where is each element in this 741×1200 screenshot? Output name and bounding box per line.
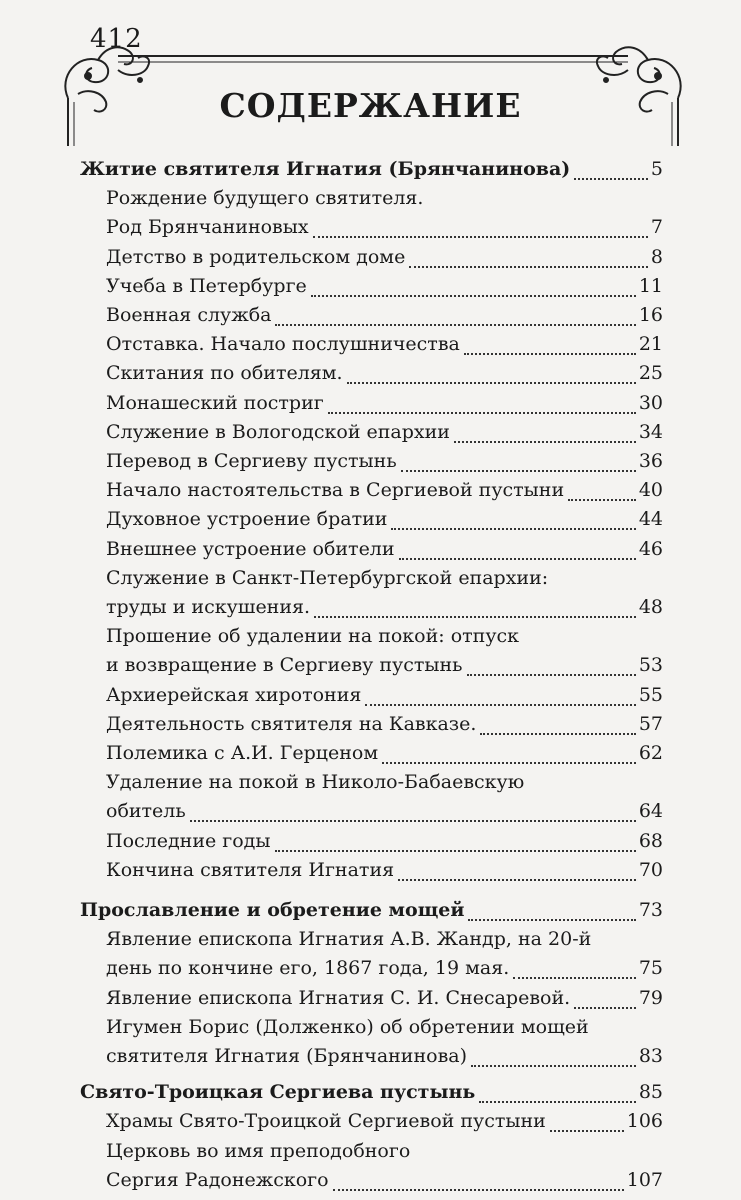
dot-leader bbox=[313, 216, 648, 238]
dot-leader bbox=[479, 1081, 636, 1103]
toc-entry-title: Полемика с А.И. Герценом bbox=[106, 742, 379, 764]
toc-entry-title: Перевод в Сергиеву пустынь bbox=[106, 450, 397, 472]
toc-page-number: 46 bbox=[638, 537, 663, 560]
toc-entry bbox=[0, 331, 741, 360]
toc-page-number: 64 bbox=[638, 800, 663, 823]
toc-entry bbox=[0, 1043, 741, 1072]
toc-entry bbox=[0, 1014, 741, 1043]
toc-entry-title: Военная служба bbox=[106, 304, 272, 326]
dot-leader bbox=[467, 654, 636, 676]
toc-entry bbox=[0, 1167, 741, 1196]
toc-entry-title: Церковь во имя преподобного bbox=[106, 1139, 411, 1162]
toc-section-heading bbox=[0, 156, 741, 185]
toc-entry bbox=[0, 623, 741, 652]
toc-page-number: 48 bbox=[638, 596, 663, 618]
dot-leader bbox=[398, 859, 636, 881]
page-number: 412 bbox=[90, 24, 143, 54]
toc-entry-title: день по кончине его, 1867 года, 19 мая. bbox=[106, 957, 510, 980]
toc-entry-title: Игумен Борис (Долженко) об обретении мощей bbox=[106, 1015, 589, 1038]
dot-leader bbox=[574, 987, 636, 1009]
dot-leader bbox=[314, 596, 636, 618]
toc-entry-title: Деятельность святителя на Кавказе. bbox=[106, 712, 477, 735]
toc-entry bbox=[0, 769, 741, 798]
toc-page-number: 55 bbox=[638, 683, 663, 706]
toc-entry bbox=[0, 506, 741, 535]
toc-entry-title: Последние годы bbox=[106, 829, 271, 852]
toc-entry bbox=[0, 1138, 741, 1167]
dot-leader bbox=[275, 304, 635, 326]
toc-page-number: 36 bbox=[638, 450, 663, 472]
toc-entry-title: Служение в Вологодской епархии bbox=[106, 420, 450, 443]
dot-leader bbox=[568, 479, 636, 501]
toc-entry-title: Скитания по обителям. bbox=[106, 362, 343, 385]
toc-entry bbox=[0, 244, 741, 273]
toc-page-number: 30 bbox=[638, 391, 663, 414]
toc-entry-title: Житие святителя Игнатия (Брянчанинова) bbox=[80, 158, 571, 180]
toc-entry bbox=[0, 594, 741, 623]
dot-leader bbox=[464, 333, 636, 355]
dot-leader bbox=[574, 158, 648, 180]
toc-page-number: 40 bbox=[638, 479, 663, 502]
toc-section-heading bbox=[0, 1079, 741, 1108]
toc-page-number: 21 bbox=[638, 333, 663, 356]
toc-entry-title: Явление епископа Игнатия А.В. Жандр, на 20-й bbox=[106, 928, 592, 951]
dot-leader bbox=[550, 1110, 624, 1132]
toc-entry bbox=[0, 273, 741, 302]
toc-entry-title: Сергия Радонежского bbox=[106, 1168, 329, 1191]
dot-leader bbox=[328, 392, 636, 414]
dot-leader bbox=[468, 899, 635, 921]
toc-entry-title: Учеба в Петербурге bbox=[106, 274, 307, 297]
toc-entry bbox=[0, 419, 741, 448]
toc-page-number: 53 bbox=[638, 654, 663, 677]
dot-leader bbox=[365, 684, 635, 706]
toc-entry bbox=[0, 360, 741, 389]
toc-entry-title: Начало настоятельства в Сергиевой пустыни bbox=[106, 479, 565, 502]
toc-page-number: 7 bbox=[650, 216, 663, 239]
dot-leader bbox=[311, 275, 636, 297]
toc-entry bbox=[0, 828, 741, 857]
page-title: СОДЕРЖАНИЕ bbox=[219, 86, 522, 125]
dot-leader bbox=[275, 830, 636, 852]
dot-leader bbox=[471, 1045, 636, 1067]
toc-entry-title: Архиерейская хиротония bbox=[106, 683, 362, 706]
toc-entry bbox=[0, 1108, 741, 1137]
toc-entry-title: Род Брянчаниновых bbox=[106, 216, 309, 239]
dot-leader bbox=[347, 362, 636, 384]
toc-page-number: 106 bbox=[626, 1110, 663, 1133]
toc-entry bbox=[0, 652, 741, 681]
toc-entry-title: Кончина святителя Игнатия bbox=[106, 858, 395, 881]
toc-entry-title: Прошение об удалении на покой: отпуск bbox=[106, 625, 520, 648]
dot-leader bbox=[382, 742, 636, 764]
toc-entry-title: Явление епископа Игнатия С. И. Снесаревой. bbox=[106, 986, 571, 1009]
toc-page-number: 57 bbox=[638, 712, 663, 735]
toc-entry-title: труды и искушения. bbox=[106, 596, 311, 618]
toc-page-number: 25 bbox=[638, 362, 663, 385]
toc-entry bbox=[0, 448, 741, 477]
toc-entry-title: обитель bbox=[106, 800, 186, 823]
toc-page-number: 70 bbox=[638, 858, 663, 881]
toc-entry bbox=[0, 857, 741, 886]
toc-page-number: 62 bbox=[638, 742, 663, 764]
dot-leader bbox=[454, 421, 636, 443]
toc-page-number: 107 bbox=[626, 1168, 663, 1191]
toc-entry bbox=[0, 798, 741, 827]
toc-page-number: 16 bbox=[638, 304, 663, 326]
toc-entry-title: Рождение будущего святителя. bbox=[106, 187, 424, 210]
toc-entry-title: Храмы Свято-Троицкой Сергиевой пустыни bbox=[106, 1110, 546, 1133]
dot-leader bbox=[401, 450, 636, 472]
toc-page-number: 11 bbox=[638, 274, 663, 297]
dot-leader bbox=[480, 713, 635, 735]
toc-entry bbox=[0, 390, 741, 419]
toc-entry bbox=[0, 985, 741, 1014]
toc-page-number: 44 bbox=[638, 508, 663, 531]
toc-entry bbox=[0, 711, 741, 740]
toc-entry-title: Внешнее устроение обители bbox=[106, 537, 395, 560]
toc-page-number: 79 bbox=[638, 986, 663, 1009]
toc-entry-title: Свято-Троицкая Сергиева пустынь bbox=[80, 1081, 476, 1104]
toc-page-number: 5 bbox=[650, 158, 663, 180]
toc-page-number: 73 bbox=[638, 899, 663, 921]
toc-entry bbox=[0, 477, 741, 506]
toc-entry bbox=[0, 955, 741, 984]
dot-leader bbox=[399, 538, 636, 560]
toc-section-heading bbox=[0, 897, 741, 926]
toc-entry-title: святителя Игнатия (Брянчанинова) bbox=[106, 1045, 468, 1067]
toc-entry-title: Монашеский постриг bbox=[106, 391, 324, 414]
dot-leader bbox=[190, 800, 636, 822]
toc-entry-title: Служение в Санкт-Петербургской епархии: bbox=[106, 566, 549, 589]
toc-entry-title: Отставка. Начало послушничества bbox=[106, 333, 460, 356]
toc-entry bbox=[0, 536, 741, 565]
toc-entry-title: Прославление и обретение мощей bbox=[80, 899, 465, 921]
toc-entry bbox=[0, 740, 741, 769]
toc-page-number: 85 bbox=[638, 1081, 663, 1104]
toc-entry bbox=[0, 302, 741, 331]
toc-entry bbox=[0, 214, 741, 243]
dot-leader bbox=[409, 246, 648, 268]
toc-entry bbox=[0, 565, 741, 594]
toc-page-number: 8 bbox=[650, 245, 663, 268]
toc-page-number: 68 bbox=[638, 829, 663, 852]
toc-entry-title: Духовное устроение братии bbox=[106, 508, 388, 531]
toc-entry bbox=[0, 682, 741, 711]
toc-entry bbox=[0, 926, 741, 955]
toc-page-number: 83 bbox=[638, 1045, 663, 1067]
toc-page-number: 75 bbox=[638, 957, 663, 980]
toc-entry-title: Удаление на покой в Николо-Бабаевскую bbox=[106, 771, 525, 794]
toc-entry-title: и возвращение в Сергиеву пустынь bbox=[106, 654, 463, 677]
toc-page-number: 34 bbox=[638, 420, 663, 443]
toc-entry-title: Детство в родительском доме bbox=[106, 245, 406, 268]
dot-leader bbox=[513, 957, 636, 979]
toc-entry bbox=[0, 185, 741, 214]
dot-leader bbox=[391, 508, 635, 530]
dot-leader bbox=[333, 1169, 624, 1191]
